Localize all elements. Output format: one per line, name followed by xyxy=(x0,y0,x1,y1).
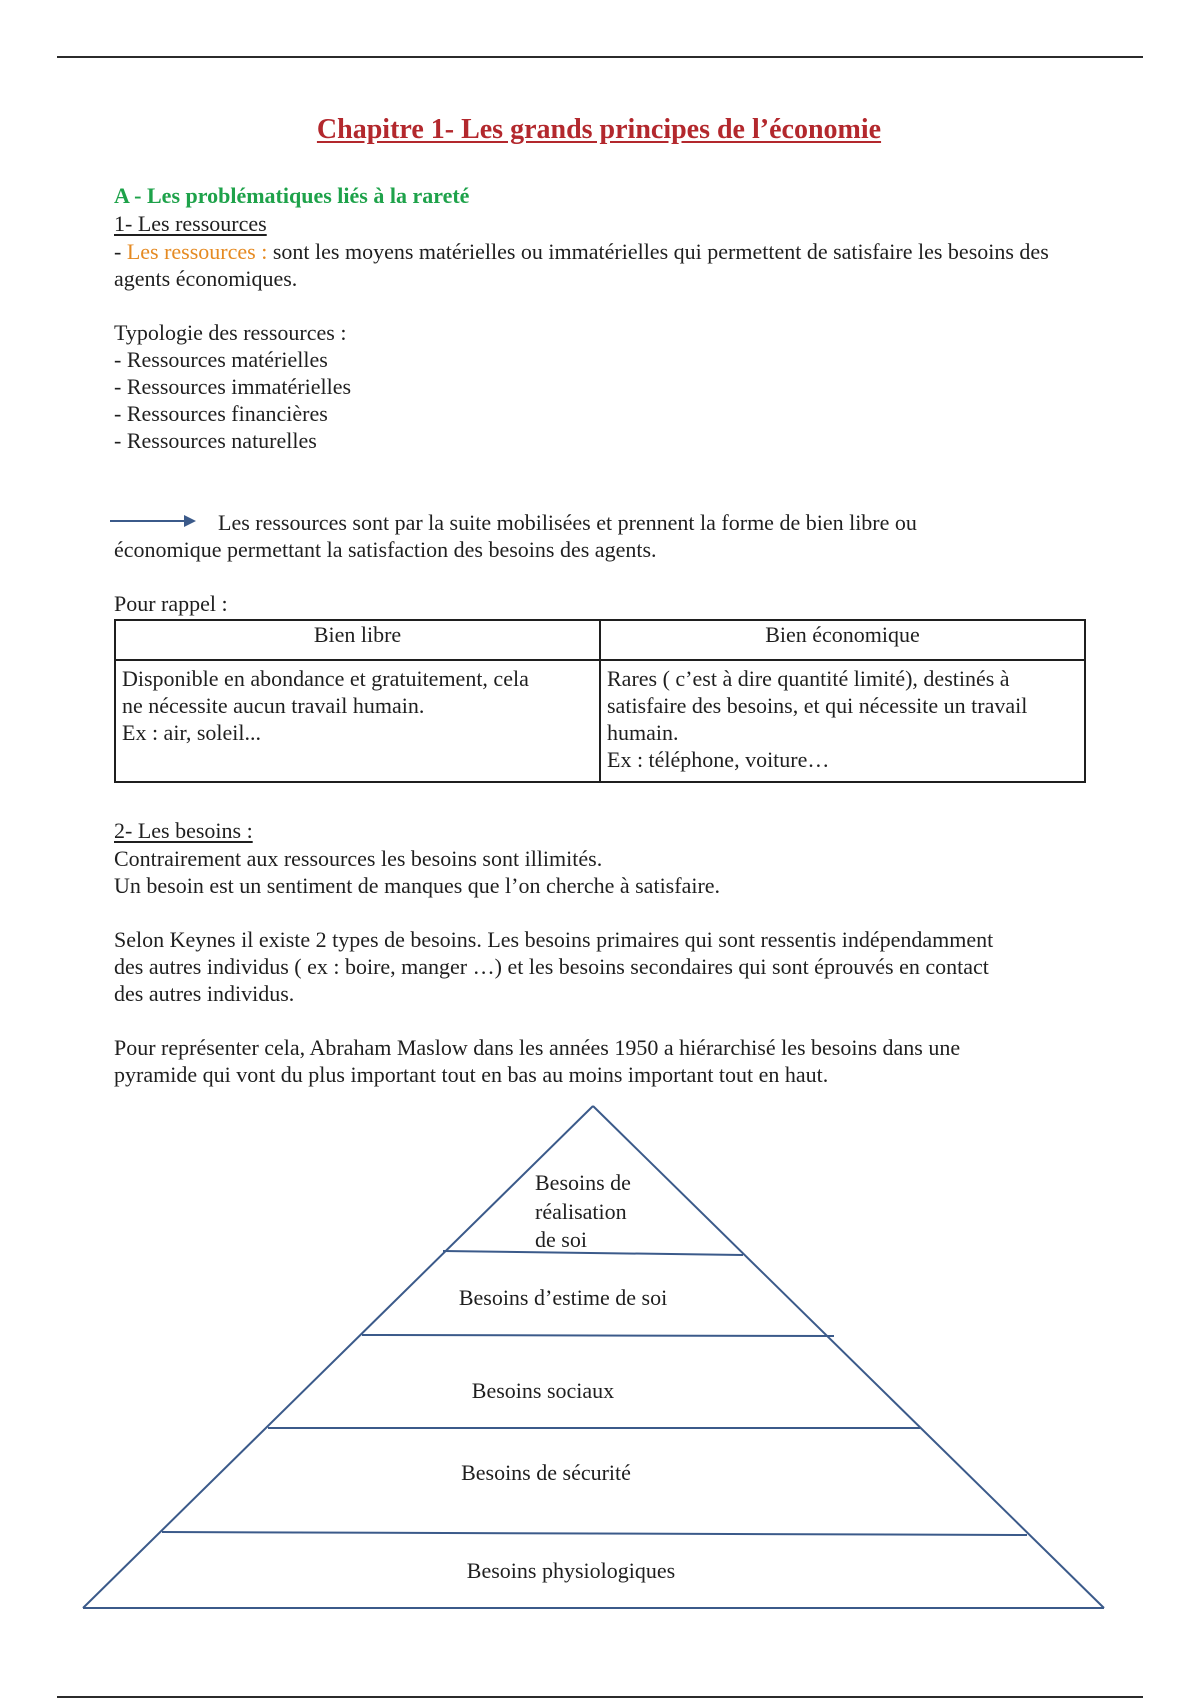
keynes-line: des autres individus ( ex : boire, manger …) et les besoins secondaires qui sont éprouvés en contact xyxy=(114,954,989,979)
typologie-heading: Typologie des ressources : xyxy=(114,320,347,345)
besoins-heading: 2- Les besoins : xyxy=(114,818,253,843)
pyramid-top-label: Besoins de xyxy=(535,1170,631,1195)
arrow-paragraph xyxy=(114,509,1084,563)
bottom-rule xyxy=(57,1696,1143,1698)
keynes-line: Selon Keynes il existe 2 types de besoins. Les besoins primaires qui sont ressentis indépendamment xyxy=(114,927,994,952)
ressources-definition-text: sont les moyens matérielles ou immatérielles qui permettent de satisfaire les besoins des agents économiques. xyxy=(114,239,1049,291)
pyramid-top-label: réalisation xyxy=(535,1199,627,1224)
cell-line: Disponible en abondance et gratuitement, cela xyxy=(122,666,529,691)
right-arrow-icon xyxy=(110,520,194,522)
cell-line: Ex : air, soleil... xyxy=(122,720,262,745)
table-cell-bien-economique xyxy=(600,660,1085,782)
cell-line: Rares ( c’est à dire quantité limité), destinés à xyxy=(607,666,1010,691)
ressources-heading: 1- Les ressources xyxy=(114,211,267,236)
pyramid-divider xyxy=(362,1335,834,1336)
biens-table xyxy=(114,619,1086,783)
besoins-line-2: Un besoin est un sentiment de manques que l’on cherche à satisfaire. xyxy=(114,873,721,898)
rappel-label: Pour rappel : xyxy=(114,591,228,616)
arrow-text: Les ressources sont par la suite mobilisées et prennent la forme de bien libre ou xyxy=(218,510,917,535)
table-header: Bien libre xyxy=(115,620,600,660)
pyramid-level-label: Besoins de sécurité xyxy=(461,1460,631,1485)
keynes-line: des autres individus. xyxy=(114,981,295,1006)
maslow-line: pyramide qui vont du plus important tout en bas au moins important tout en haut. xyxy=(114,1062,829,1087)
pyramid-divider xyxy=(443,1251,743,1255)
typologie-item: - Ressources immatérielles xyxy=(114,374,352,399)
besoins-line-1: Contrairement aux ressources les besoins sont illimités. xyxy=(114,846,603,871)
page-title: Chapitre 1- Les grands principes de l’économie xyxy=(316,114,882,145)
typologie-item: - Ressources financières xyxy=(114,401,328,426)
cell-line: satisfaire des besoins, et qui nécessite un travail xyxy=(607,693,1028,718)
table-cell-bien-libre xyxy=(115,660,600,782)
cell-line: ne nécessite aucun travail humain. xyxy=(122,693,425,718)
pyramid-level-label: Besoins physiologiques xyxy=(466,1558,676,1583)
typologie-item: - Ressources naturelles xyxy=(114,428,317,453)
pyramid-divider xyxy=(162,1532,1027,1535)
pyramid-right-edge xyxy=(593,1106,1104,1608)
maslow-pyramid-diagram xyxy=(0,1100,1200,1620)
document-page xyxy=(114,112,1084,1088)
arrow-text-continued: économique permettant la satisfaction des besoins des agents. xyxy=(114,537,657,562)
pyramid-level-label: Besoins sociaux xyxy=(471,1378,615,1403)
cell-line: humain. xyxy=(607,720,679,745)
cell-line: Ex : téléphone, voiture… xyxy=(607,747,830,772)
ressources-definition: - Les ressources : sont les moyens matérielles ou immatérielles qui permettent de satisfaire les besoins des agents économiques. xyxy=(114,239,1049,291)
typologie-item: - Ressources matérielles xyxy=(114,347,328,372)
pyramid-level-label: Besoins d’estime de soi xyxy=(458,1285,668,1310)
pyramid-top-label: de soi xyxy=(535,1227,587,1252)
section-a-heading: A - Les problématiques liés à la rareté xyxy=(114,183,470,208)
top-rule xyxy=(57,56,1143,58)
ressources-term: Les ressources : xyxy=(126,239,268,264)
maslow-line: Pour représenter cela, Abraham Maslow dans les années 1950 a hiérarchisé les besoins dans une xyxy=(114,1035,961,1060)
table-header: Bien économique xyxy=(600,620,1085,660)
